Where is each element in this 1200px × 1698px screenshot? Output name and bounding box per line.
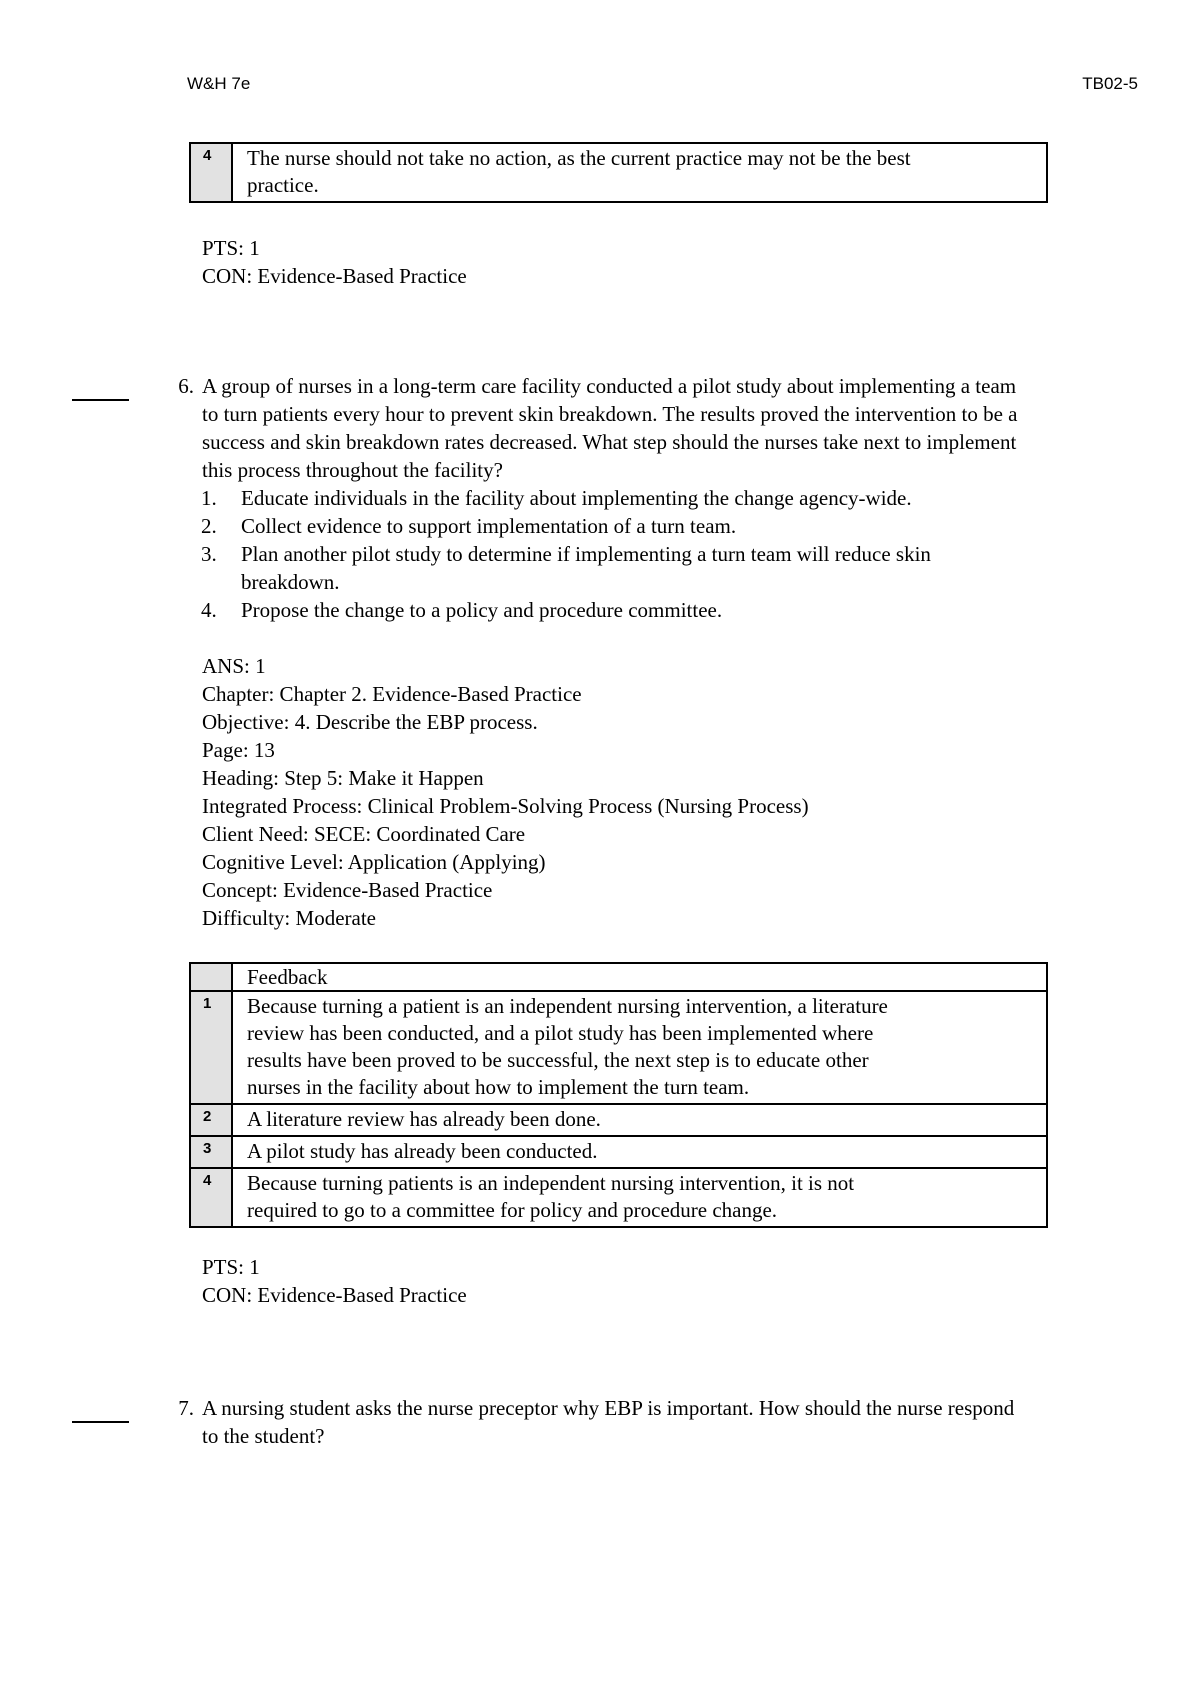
feedback-header-blank xyxy=(190,963,232,991)
list-item xyxy=(178,484,1078,512)
feedback-header: Feedback xyxy=(232,963,1047,991)
q6-points xyxy=(202,1253,467,1309)
text-line: review has been conducted, and a pilot study has been implemented where xyxy=(247,1021,874,1045)
option-number: 2. xyxy=(201,514,217,538)
answer-key: ANS: 1 xyxy=(202,654,266,678)
text-line: A literature review has already been done. xyxy=(247,1107,601,1131)
text-line: to the student? xyxy=(202,1424,325,1448)
list-item xyxy=(178,512,1078,540)
page-header-left: W&H 7e xyxy=(187,74,251,93)
con-label: CON: Evidence-Based Practice xyxy=(202,264,467,288)
feedback-row-text xyxy=(232,1104,1047,1136)
option-text: Propose the change to a policy and procedure committee. xyxy=(241,598,723,622)
table-row xyxy=(190,1136,1047,1168)
integrated-process: Integrated Process: Clinical Problem-Solving Process (Nursing Process) xyxy=(202,794,809,818)
option-number: 3. xyxy=(201,542,217,566)
q6-feedback-table xyxy=(189,962,1048,1228)
answer-blank xyxy=(72,399,129,401)
q5-points xyxy=(202,234,467,290)
answer-options xyxy=(178,484,1078,624)
feedback-row-number: 4 xyxy=(190,1168,232,1227)
table-row xyxy=(190,1104,1047,1136)
difficulty: Difficulty: Moderate xyxy=(202,906,376,930)
option-text: breakdown. xyxy=(241,570,340,594)
option-text: Educate individuals in the facility about implementing the change agency-wide. xyxy=(241,486,912,510)
text-line: practice. xyxy=(247,173,319,197)
text-line: The nurse should not take no action, as the current practice may not be the best xyxy=(247,146,911,170)
list-item xyxy=(178,596,1078,624)
table-row xyxy=(190,991,1047,1104)
page-ref: Page: 13 xyxy=(202,738,275,762)
feedback-row-number: 1 xyxy=(190,991,232,1104)
text-line: this process throughout the facility? xyxy=(202,458,503,482)
list-item xyxy=(178,540,1078,596)
feedback-row-text xyxy=(232,1136,1047,1168)
table-row xyxy=(190,1168,1047,1227)
feedback-row-text xyxy=(232,143,1047,202)
text-line: Because turning patients is an independent nursing intervention, it is not xyxy=(247,1171,855,1195)
text-line: A pilot study has already been conducted. xyxy=(247,1139,598,1163)
question-stem xyxy=(202,1394,1157,1450)
text-line: Because turning a patient is an independent nursing intervention, a literature xyxy=(247,994,888,1018)
con-label: CON: Evidence-Based Practice xyxy=(202,1283,467,1307)
text-line: success and skin breakdown rates decreased. What step should the nurses take next to implement xyxy=(202,430,1017,454)
pts-label: PTS: 1 xyxy=(202,1255,260,1279)
option-number: 4. xyxy=(201,598,217,622)
text-line: A nursing student asks the nurse preceptor why EBP is important. How should the nurse respond xyxy=(202,1396,1015,1420)
feedback-row-number: 4 xyxy=(190,143,232,202)
pts-label: PTS: 1 xyxy=(202,236,260,260)
client-need: Client Need: SECE: Coordinated Care xyxy=(202,822,526,846)
heading-ref: Heading: Step 5: Make it Happen xyxy=(202,766,484,790)
text-line: nurses in the facility about how to implement the turn team. xyxy=(247,1075,750,1099)
option-text: Plan another pilot study to determine if implementing a turn team will reduce skin xyxy=(241,542,931,566)
text-line: results have been proved to be successful, the next step is to educate other xyxy=(247,1048,869,1072)
q5-feedback-table xyxy=(189,142,1048,203)
text-line: required to go to a committee for policy and procedure change. xyxy=(247,1198,778,1222)
option-number: 1. xyxy=(201,486,217,510)
question-metadata xyxy=(202,652,809,932)
feedback-row-text xyxy=(232,1168,1047,1227)
table-row xyxy=(190,143,1047,202)
question-stem xyxy=(202,372,1157,484)
feedback-row-text xyxy=(232,991,1047,1104)
page-header-right: TB02-5 xyxy=(1082,74,1138,93)
option-text: Collect evidence to support implementation of a turn team. xyxy=(241,514,737,538)
answer-blank xyxy=(72,1421,129,1423)
feedback-row-number: 2 xyxy=(190,1104,232,1136)
cognitive-level: Cognitive Level: Application (Applying) xyxy=(202,850,546,874)
question-number: 7. xyxy=(178,1396,194,1420)
text-line: to turn patients every hour to prevent skin breakdown. The results proved the intervention to be a xyxy=(202,402,1018,426)
objective: Objective: 4. Describe the EBP process. xyxy=(202,710,538,734)
text-line: A group of nurses in a long-term care facility conducted a pilot study about implementing a team xyxy=(202,374,1017,398)
table-header-row xyxy=(190,963,1047,991)
feedback-row-number: 3 xyxy=(190,1136,232,1168)
concept: Concept: Evidence-Based Practice xyxy=(202,878,493,902)
chapter: Chapter: Chapter 2. Evidence-Based Practice xyxy=(202,682,582,706)
question-number: 6. xyxy=(178,374,194,398)
